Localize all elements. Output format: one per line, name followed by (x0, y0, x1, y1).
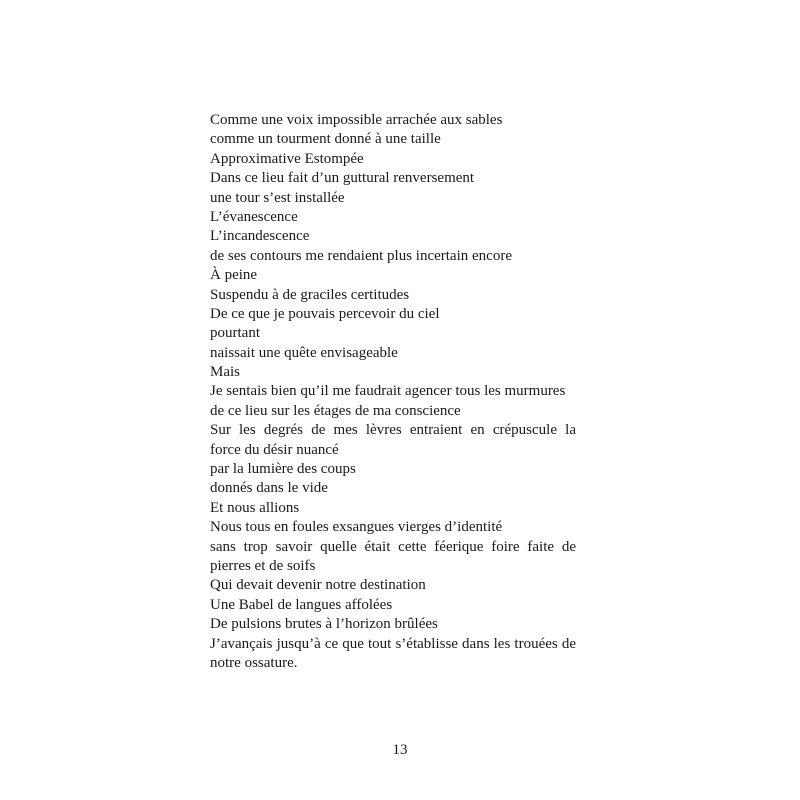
poem-line: L’évanescence (210, 208, 298, 225)
poem-line: Je sentais bien qu’il me faudrait agencer tous les murmures (210, 383, 566, 400)
poem-line: par la lumière des coups (210, 461, 356, 478)
poem-line: force du désir nuancé (210, 441, 339, 458)
poem-line: de ce lieu sur les étages de ma conscience (210, 402, 461, 419)
poem-line: Sur les degrés de mes lèvres entraient en crépuscule la (210, 422, 576, 439)
poem-line: notre ossature. (210, 654, 298, 671)
poem-line: sans trop savoir quelle était cette féerique foire faite de (210, 538, 576, 555)
poem-line: De ce que je pouvais percevoir du ciel (210, 305, 440, 322)
poem-line: pierres et de soifs (210, 557, 316, 574)
poem-line: de ses contours me rendaient plus incertain encore (210, 247, 512, 264)
poem-line: naissait une quête envisageable (210, 344, 398, 361)
poem-line: Nous tous en foules exsangues vierges d’identité (210, 519, 503, 536)
poem-line: J’avançais jusqu’à ce que tout s’établisse dans les trouées de (210, 635, 576, 652)
poem-line: comme un tourment donné à une taille (210, 131, 441, 148)
poem-line: Qui devait devenir notre destination (210, 577, 426, 594)
poem-line: L’incandescence (210, 228, 310, 245)
poem-line: Mais (210, 364, 240, 381)
poem-line: Suspendu à de graciles certitudes (210, 286, 410, 303)
poem-line: Approximative Estompée (210, 150, 364, 167)
poem-line: Et nous allions (210, 499, 300, 516)
poem-line: pourtant (210, 325, 260, 342)
poem-line: À peine (210, 267, 258, 284)
poem-line: De pulsions brutes à l’horizon brûlées (210, 616, 438, 633)
poem-line: Une Babel de langues affolées (210, 596, 393, 613)
poem-line: Comme une voix impossible arrachée aux sables (210, 112, 503, 128)
poem-line: une tour s’est installée (210, 189, 345, 206)
page-number: 13 (392, 742, 408, 758)
poem-line: donnés dans le vide (210, 480, 328, 497)
poem-text (210, 111, 576, 673)
poem-line: Dans ce lieu fait d’un guttural renversement (210, 170, 475, 187)
